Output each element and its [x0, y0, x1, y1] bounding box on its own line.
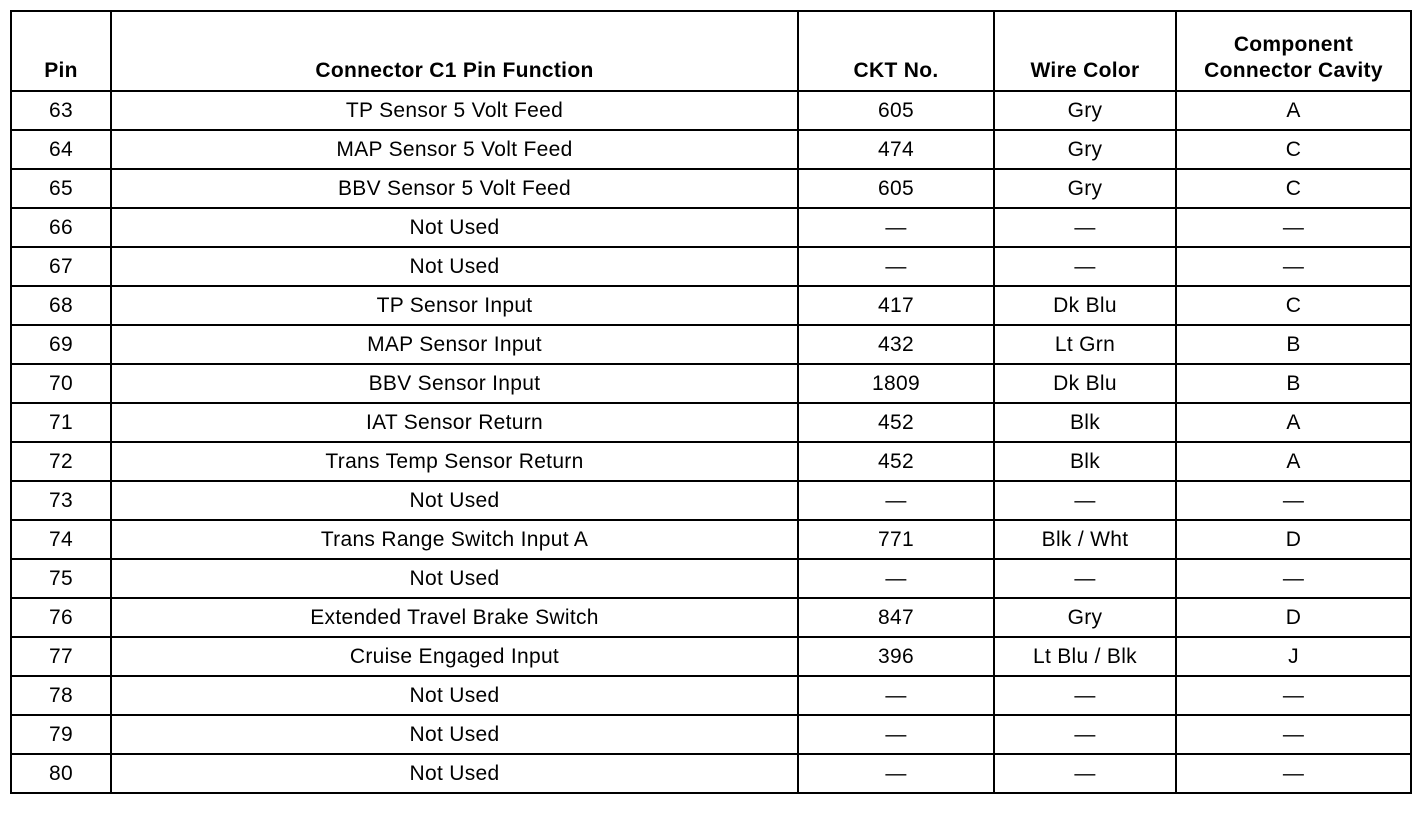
cell-pin: 76 — [11, 598, 111, 637]
cell-connector-cavity: — — [1176, 715, 1411, 754]
cell-wire-color: Gry — [994, 169, 1176, 208]
cell-pin: 75 — [11, 559, 111, 598]
header-cavity-line2: Connector Cavity — [1204, 58, 1383, 82]
table-row — [11, 520, 1411, 559]
cell-pin: 65 — [11, 169, 111, 208]
cell-pin-function: Not Used — [111, 247, 798, 286]
cell-pin: 68 — [11, 286, 111, 325]
cell-pin: 64 — [11, 130, 111, 169]
cell-pin: 71 — [11, 403, 111, 442]
cell-connector-cavity: B — [1176, 325, 1411, 364]
cell-pin: 69 — [11, 325, 111, 364]
cell-pin-function: Not Used — [111, 754, 798, 793]
cell-pin-function: Not Used — [111, 481, 798, 520]
cell-connector-cavity: — — [1176, 247, 1411, 286]
cell-pin-function: Not Used — [111, 559, 798, 598]
cell-pin: 70 — [11, 364, 111, 403]
cell-pin: 72 — [11, 442, 111, 481]
table-row — [11, 481, 1411, 520]
table-row — [11, 364, 1411, 403]
cell-connector-cavity: B — [1176, 364, 1411, 403]
table-row — [11, 442, 1411, 481]
cell-ckt-no: — — [798, 715, 994, 754]
table-row — [11, 403, 1411, 442]
cell-pin-function: Extended Travel Brake Switch — [111, 598, 798, 637]
cell-ckt-no: 396 — [798, 637, 994, 676]
table-row — [11, 676, 1411, 715]
cell-ckt-no: 417 — [798, 286, 994, 325]
cell-pin-function: Not Used — [111, 715, 798, 754]
cell-connector-cavity: A — [1176, 442, 1411, 481]
cell-ckt-no: 474 — [798, 130, 994, 169]
connector-pinout-sheet — [10, 10, 1410, 794]
cell-ckt-no: 605 — [798, 91, 994, 130]
cell-ckt-no: 1809 — [798, 364, 994, 403]
cell-pin-function: Not Used — [111, 676, 798, 715]
cell-pin: 74 — [11, 520, 111, 559]
cell-pin: 63 — [11, 91, 111, 130]
cell-connector-cavity: C — [1176, 130, 1411, 169]
table-row — [11, 637, 1411, 676]
cell-ckt-no: — — [798, 754, 994, 793]
cell-pin-function: IAT Sensor Return — [111, 403, 798, 442]
table-row — [11, 325, 1411, 364]
cell-wire-color: Blk — [994, 403, 1176, 442]
cell-ckt-no: 432 — [798, 325, 994, 364]
cell-ckt-no: — — [798, 481, 994, 520]
cell-ckt-no: 452 — [798, 442, 994, 481]
cell-wire-color: — — [994, 754, 1176, 793]
cell-pin-function: Trans Temp Sensor Return — [111, 442, 798, 481]
cell-ckt-no: — — [798, 247, 994, 286]
cell-pin: 66 — [11, 208, 111, 247]
cell-ckt-no: 605 — [798, 169, 994, 208]
table-header — [11, 11, 1411, 91]
header-component-connector-cavity — [1176, 11, 1411, 91]
cell-connector-cavity: — — [1176, 559, 1411, 598]
cell-pin: 77 — [11, 637, 111, 676]
header-wire-color: Wire Color — [994, 11, 1176, 91]
cell-wire-color: — — [994, 247, 1176, 286]
cell-wire-color: Gry — [994, 598, 1176, 637]
header-cavity-line1: Component — [1233, 32, 1354, 56]
table-row — [11, 754, 1411, 793]
cell-wire-color: Blk / Wht — [994, 520, 1176, 559]
cell-wire-color: Gry — [994, 130, 1176, 169]
cell-pin-function: Cruise Engaged Input — [111, 637, 798, 676]
cell-wire-color: Dk Blu — [994, 286, 1176, 325]
cell-connector-cavity: J — [1176, 637, 1411, 676]
table-row — [11, 91, 1411, 130]
cell-ckt-no: — — [798, 559, 994, 598]
cell-connector-cavity: C — [1176, 286, 1411, 325]
cell-ckt-no: 771 — [798, 520, 994, 559]
cell-connector-cavity: — — [1176, 754, 1411, 793]
table-row — [11, 208, 1411, 247]
header-ckt-no: CKT No. — [798, 11, 994, 91]
cell-pin-function: TP Sensor Input — [111, 286, 798, 325]
header-pin: Pin — [11, 11, 111, 91]
cell-ckt-no: 452 — [798, 403, 994, 442]
connector-c1-pinout-table — [10, 10, 1412, 794]
table-row — [11, 598, 1411, 637]
cell-wire-color: — — [994, 481, 1176, 520]
cell-connector-cavity: — — [1176, 676, 1411, 715]
cell-pin-function: Not Used — [111, 208, 798, 247]
cell-pin-function: BBV Sensor 5 Volt Feed — [111, 169, 798, 208]
cell-pin-function: Trans Range Switch Input A — [111, 520, 798, 559]
cell-ckt-no: 847 — [798, 598, 994, 637]
cell-wire-color: — — [994, 208, 1176, 247]
table-row — [11, 286, 1411, 325]
cell-pin: 80 — [11, 754, 111, 793]
cell-ckt-no: — — [798, 208, 994, 247]
cell-connector-cavity: — — [1176, 481, 1411, 520]
cell-connector-cavity: A — [1176, 403, 1411, 442]
cell-pin-function: MAP Sensor Input — [111, 325, 798, 364]
table-row — [11, 559, 1411, 598]
cell-connector-cavity: A — [1176, 91, 1411, 130]
cell-pin: 73 — [11, 481, 111, 520]
cell-wire-color: Blk — [994, 442, 1176, 481]
cell-wire-color: Dk Blu — [994, 364, 1176, 403]
cell-connector-cavity: — — [1176, 208, 1411, 247]
cell-wire-color: — — [994, 715, 1176, 754]
cell-pin: 79 — [11, 715, 111, 754]
cell-wire-color: Gry — [994, 91, 1176, 130]
cell-connector-cavity: D — [1176, 520, 1411, 559]
header-row — [11, 11, 1411, 91]
cell-ckt-no: — — [798, 676, 994, 715]
cell-pin-function: MAP Sensor 5 Volt Feed — [111, 130, 798, 169]
cell-connector-cavity: D — [1176, 598, 1411, 637]
table-row — [11, 715, 1411, 754]
cell-pin: 78 — [11, 676, 111, 715]
cell-wire-color: Lt Grn — [994, 325, 1176, 364]
table-row — [11, 169, 1411, 208]
header-pin-function: Connector C1 Pin Function — [111, 11, 798, 91]
table-body — [11, 91, 1411, 793]
cell-wire-color: — — [994, 559, 1176, 598]
cell-pin-function: BBV Sensor Input — [111, 364, 798, 403]
table-row — [11, 130, 1411, 169]
cell-connector-cavity: C — [1176, 169, 1411, 208]
cell-pin: 67 — [11, 247, 111, 286]
cell-pin-function: TP Sensor 5 Volt Feed — [111, 91, 798, 130]
cell-wire-color: — — [994, 676, 1176, 715]
cell-wire-color: Lt Blu / Blk — [994, 637, 1176, 676]
table-row — [11, 247, 1411, 286]
